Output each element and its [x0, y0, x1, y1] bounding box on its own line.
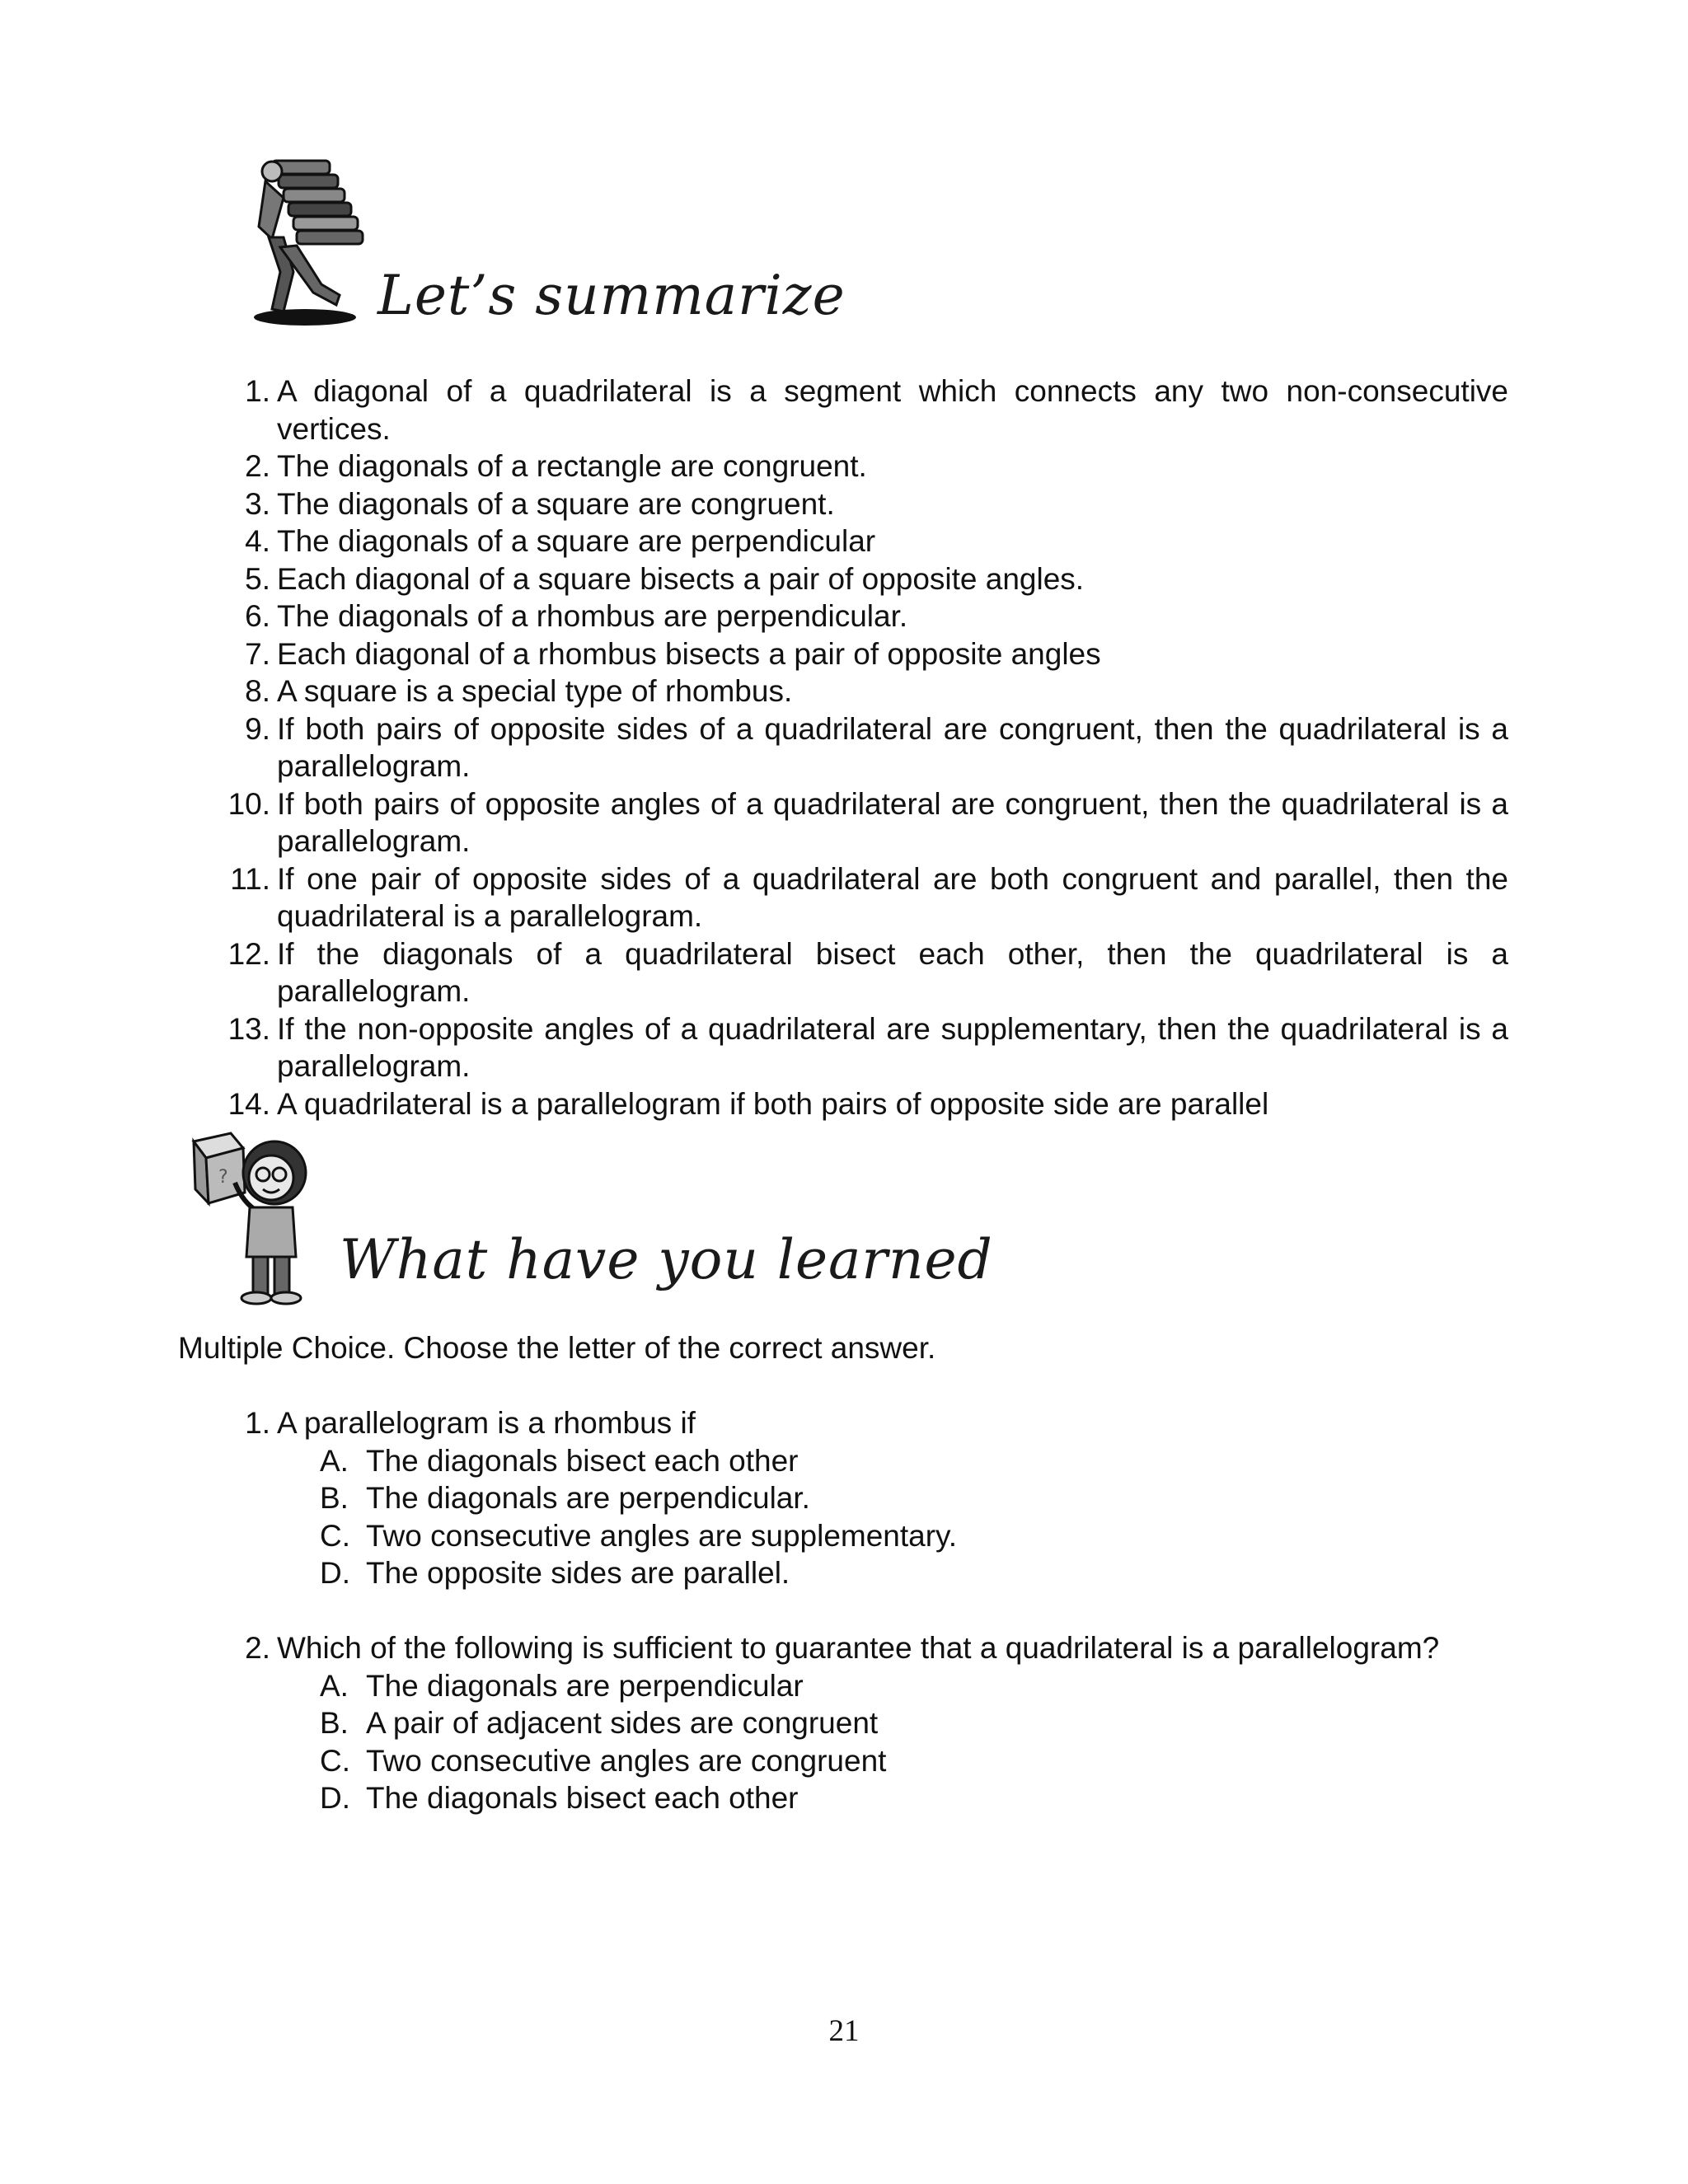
list-item: 8. A square is a special type of rhombus. [245, 674, 793, 708]
person-carrying-books-icon [247, 148, 379, 334]
list-item: 4. The diagonals of a square are perpendicular [245, 524, 876, 558]
list-item: 3. The diagonals of a square are congruent. [245, 486, 835, 521]
list-item: 12. If the diagonals of a quadrilateral bisect each other, then the quadrilateral is a parallelogram. [227, 936, 1508, 1008]
question-1 [223, 1404, 1508, 1592]
question-stem: 1. A parallelogram is a rhombus if [245, 1406, 696, 1440]
choice-item: A. The diagonals bisect each other [320, 1443, 799, 1478]
instructions: Multiple Choice. Choose the letter of the correct answer. [178, 1331, 936, 1365]
child-holding-box-icon [185, 1125, 326, 1310]
choice-list [223, 1442, 1508, 1592]
choice-item: C. Two consecutive angles are congruent [320, 1743, 887, 1778]
choice-item: C. Two consecutive angles are supplementary. [320, 1518, 958, 1553]
learned-heading: What have you learned [340, 1228, 993, 1291]
summary-list [223, 373, 1508, 1122]
list-item: 11. If one pair of opposite sides of a quadrilateral are both congruent and parallel, then the quadrilateral is a parallelogram. [230, 861, 1508, 933]
choice-item: D. The diagonals bisect each other [320, 1781, 799, 1815]
list-item: 6. The diagonals of a rhombus are perpendicular. [245, 599, 908, 633]
question-stem: 2. Which of the following is sufficient to guarantee that a quadrilateral is a parallelogram? [245, 1631, 1440, 1665]
list-item: 1. A diagonal of a quadrilateral is a segment which connects any two non-consecutive vertices. [245, 374, 1508, 446]
page-number: 21 [828, 2014, 860, 2048]
list-item: 13. If the non-opposite angles of a quadrilateral are supplementary, then the quadrilateral is a parallelogram. [227, 1011, 1508, 1083]
summary-heading: Let’s summarize [377, 264, 846, 327]
list-item: 10. If both pairs of opposite angles of a quadrilateral are congruent, then the quadrilateral is a parallelogram. [227, 786, 1508, 858]
choice-list [223, 1667, 1508, 1817]
choice-item: D. The opposite sides are parallel. [320, 1556, 790, 1590]
question-2 [223, 1629, 1508, 1817]
choice-item: A. The diagonals are perpendicular [320, 1668, 804, 1703]
list-item: 9. If both pairs of opposite sides of a quadrilateral are congruent, then the quadrilateral is a parallelogram. [245, 711, 1508, 783]
svg-text:?: ? [218, 1167, 228, 1188]
list-item: 2. The diagonals of a rectangle are congruent. [245, 449, 867, 483]
list-item: 5. Each diagonal of a square bisects a pair of opposite angles. [245, 561, 1085, 596]
choice-item: B. A pair of adjacent sides are congruent [320, 1706, 879, 1740]
list-item: 14. A quadrilateral is a parallelogram if both pairs of opposite side are parallel [227, 1086, 1269, 1121]
list-item: 7. Each diagonal of a rhombus bisects a pair of opposite angles [245, 636, 1101, 671]
choice-item: B. The diagonals are perpendicular. [320, 1481, 810, 1515]
